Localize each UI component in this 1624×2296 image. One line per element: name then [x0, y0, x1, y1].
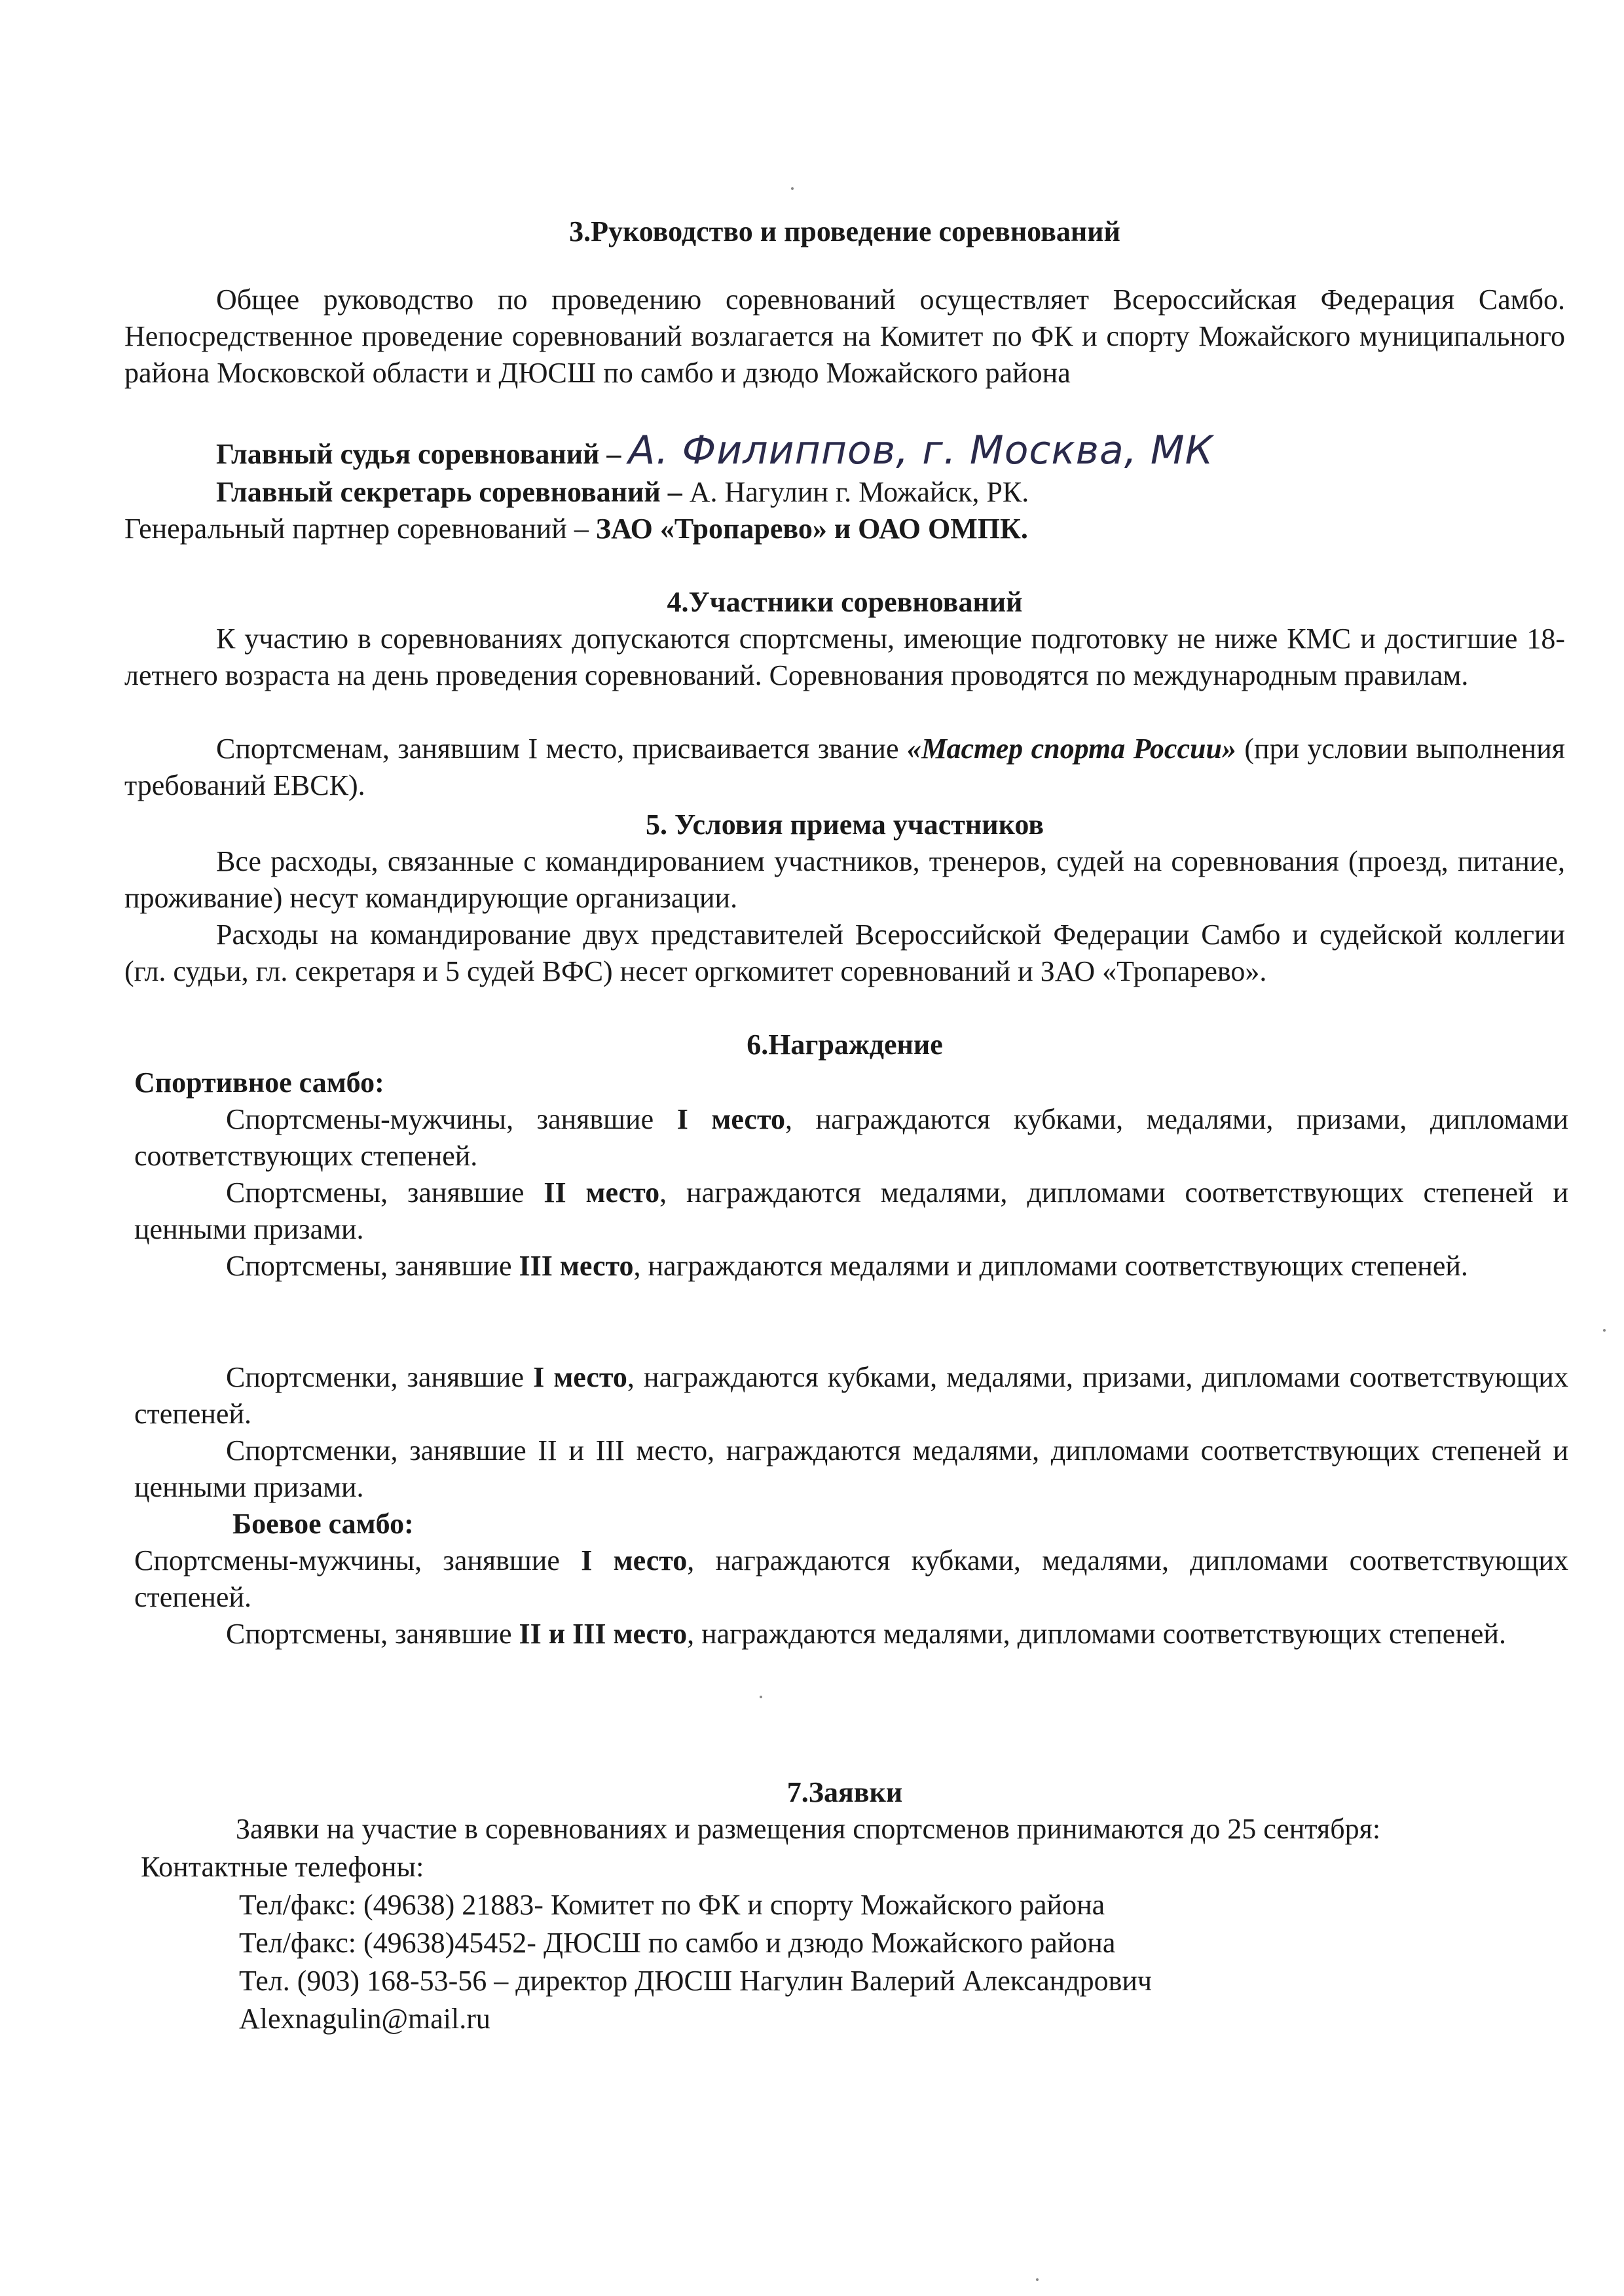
award-women-first-place: I место: [533, 1361, 627, 1393]
scan-speck: [1036, 2278, 1039, 2281]
section4-paragraph-1: К участию в соревнованиях допускаются спортсмены, имеющие подготовку не ниже КМС и достигшие 18-летнего возраста на день проведения соревнований. Соревнования проводятся по международным правилам.: [124, 623, 1565, 691]
scan-speck: [791, 187, 794, 190]
chief-secretary-line: [124, 474, 1565, 511]
section7-paragraph: Заявки на участие в соревнованиях и размещения спортсменов принимаются до 25 сентября:: [236, 1813, 1381, 1845]
award-combat-second-c: , награждаются медалями, дипломами соответствующих степеней.: [687, 1618, 1506, 1650]
chief-judge-label: Главный судья соревнований –: [216, 438, 621, 470]
award-men-third: [134, 1248, 1568, 1285]
chief-judge-handwritten: А. Филиппов, г. Москва, МК: [628, 428, 1214, 473]
award-men-third-c: , награждаются медалями и дипломами соответствующих степеней.: [633, 1250, 1468, 1282]
chief-secretary-value: А. Нагулин г. Можайск, РК.: [682, 476, 1029, 508]
award-combat-first-place: I место: [581, 1544, 688, 1576]
award-combat-first: [134, 1542, 1568, 1616]
section5-paragraph-2: Расходы на командирование двух представителей Всероссийской Федерации Самбо и судейской коллегии (гл. судьи, гл. секретаря и 5 судей ВФС) несет оргкомитет соревнований и ЗАО «Тропарево».: [124, 919, 1565, 987]
award-men-second-a: Спортсмены, занявшие: [226, 1176, 544, 1209]
contact-line-1: Тел/факс: (49638) 21883- Комитет по ФК и спорту Можайского района: [239, 1889, 1105, 1921]
master-of-sport-title: «Мастер спорта России»: [906, 733, 1236, 765]
award-men-third-a: Спортсмены, занявшие: [226, 1250, 519, 1282]
combat-sambo-title: Боевое самбо:: [232, 1508, 414, 1540]
contact-line-2: Тел/факс: (49638)45452- ДЮСШ по самбо и дзюдо Можайского района: [239, 1927, 1116, 1959]
section4-title: 4.Участники соревнований: [667, 586, 1023, 618]
contacts-label: Контактные телефоны:: [141, 1851, 424, 1883]
section5-title: 5. Условия приема участников: [645, 809, 1044, 841]
section4-p2-start: Спортсменам, занявшим I место, присваивается звание: [216, 733, 907, 765]
award-women-first: [134, 1359, 1568, 1432]
sport-sambo-title: Спортивное самбо:: [134, 1066, 384, 1099]
section3-paragraph: Общее руководство по проведению соревнований осуществляет Всероссийская Федерация Самбо. Непосредственное проведение соревнований возлагается на Комитет по ФК и спорту Можайского муниципального района Московской области и ДЮСШ по самбо и дзюдо Можайского района: [124, 283, 1565, 389]
chief-secretary-label: Главный секретарь соревнований –: [216, 476, 682, 508]
award-men-first-place: I место: [676, 1103, 785, 1135]
award-women-second-third: Спортсменки, занявшие II и III место, награждаются медалями, дипломами соответствующих степеней и ценными призами.: [134, 1434, 1568, 1503]
scan-speck: [1603, 1329, 1606, 1332]
contact-line-3: Тел. (903) 168-53-56 – директор ДЮСШ Нагулин Валерий Александрович: [239, 1965, 1153, 1997]
section4-p2-end: (при условии выполнения требований ЕВСК).: [124, 733, 1565, 801]
award-combat-first-c: , награждаются кубками, медалями, дипломами соответствующих степеней.: [134, 1544, 1568, 1613]
general-partner-line: [124, 511, 1565, 547]
award-combat-second-place: II и III место: [519, 1618, 688, 1650]
combat-sambo-heading: [134, 1506, 1568, 1542]
contact-email: Alexnagulin@mail.ru: [239, 2003, 490, 2035]
award-men-first-c: , награждаются кубками, медалями, призами, дипломами соответствующих степеней.: [134, 1103, 1569, 1172]
award-men-first-a: Спортсмены-мужчины, занявшие: [226, 1103, 677, 1135]
award-men-second-c: , награждаются медалями, дипломами соответствующих степеней и ценными призами.: [134, 1176, 1568, 1245]
section7-title: 7.Заявки: [786, 1776, 903, 1808]
award-combat-second-a: Спортсмены, занявшие: [226, 1618, 519, 1650]
scan-speck: [760, 1696, 762, 1698]
section5-paragraph-1: Все расходы, связанные с командированием участников, тренеров, судей на соревнования (проезд, питание, проживание) несут командирующие организации.: [124, 845, 1565, 914]
sport-sambo-heading: [134, 1065, 1575, 1101]
award-men-second: [134, 1175, 1568, 1248]
award-combat-first-a: Спортсмены-мужчины, занявшие: [134, 1544, 581, 1576]
general-partner-label: Генеральный партнер соревнований –: [124, 513, 596, 545]
general-partner-value: ЗАО «Тропарево» и ОАО ОМПК.: [595, 513, 1028, 545]
section6-title: 6.Награждение: [747, 1029, 943, 1061]
award-men-third-place: III место: [519, 1250, 634, 1282]
award-men-first: [134, 1101, 1568, 1175]
section4-paragraph-2: [124, 731, 1565, 804]
award-men-second-place: II место: [544, 1176, 660, 1209]
section3-title: 3.Руководство и проведение соревнований: [569, 215, 1120, 247]
award-women-first-a: Спортсменки, занявшие: [226, 1361, 534, 1393]
award-women-first-c: , награждаются кубками, медалями, призами, дипломами соответствующих степеней.: [134, 1361, 1568, 1430]
award-combat-second-third: [134, 1616, 1568, 1652]
chief-judge-line: [124, 428, 1565, 473]
